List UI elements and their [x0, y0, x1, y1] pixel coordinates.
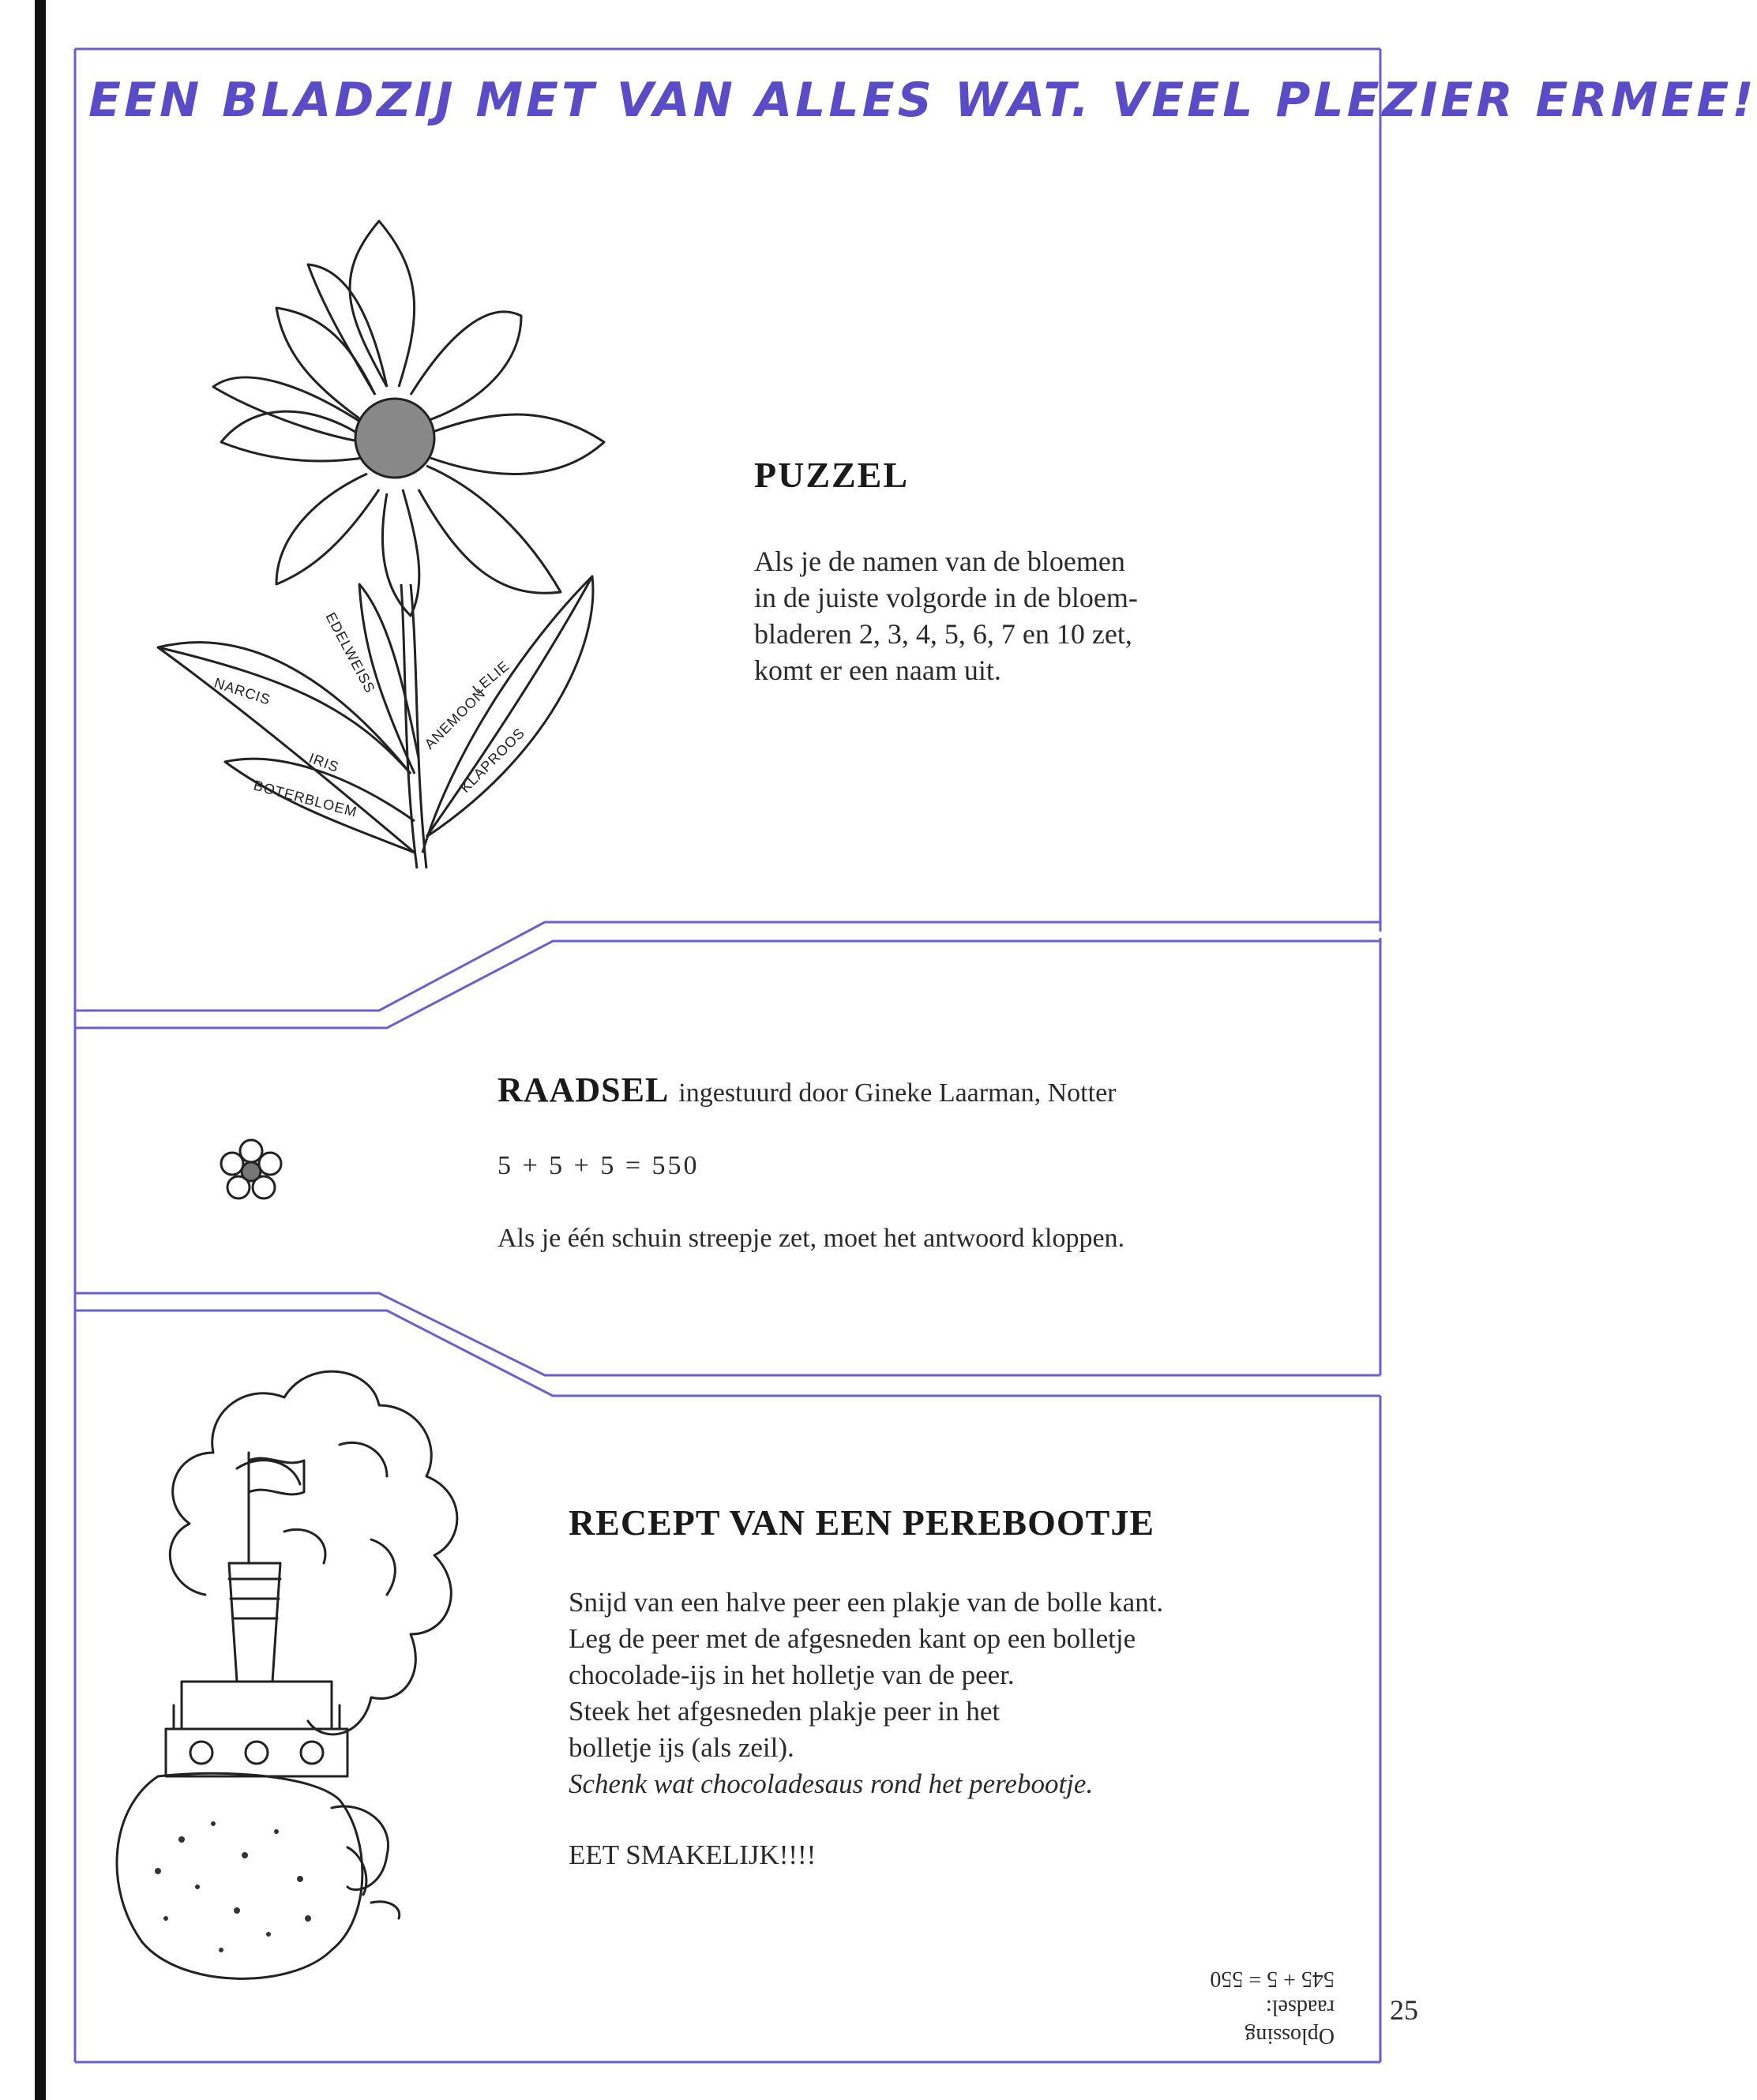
petal — [213, 377, 367, 442]
raadsel-sum: 5 + 5 + 5 = 550 — [497, 1151, 700, 1180]
puzzel-line: in de juiste volgorde in de bloem- — [754, 582, 1138, 613]
petal — [426, 414, 604, 474]
recept-line: Steek het afgesneden plakje peer in het — [569, 1696, 1001, 1727]
flower-label-iris: IRIS — [306, 749, 342, 776]
flower-puzzle-illustration — [150, 205, 640, 884]
recept-line: Leg de peer met de afgesneden kant op een bolletje — [569, 1623, 1136, 1654]
petal — [308, 264, 387, 395]
recept-line: Schenk wat chocoladesaus rond het perebootje. — [569, 1768, 1094, 1799]
raadsel-subtitle: ingestuurd door Gineke Laarman, Notter — [678, 1078, 1117, 1108]
solution-label: Oplossing raadsel: — [1245, 1995, 1335, 2048]
smoke-cloud — [170, 1371, 457, 1734]
raadsel-hint: Als je één schuin streepje zet, moet het antwoord kloppen. — [497, 1224, 1125, 1253]
petal — [411, 312, 521, 422]
raadsel-title: RAADSEL — [497, 1071, 670, 1109]
solution-answer: 545 + 5 = 550 — [1210, 1967, 1335, 1991]
raadsel-heading — [497, 1070, 1117, 1110]
small-flower-icon — [215, 1135, 287, 1208]
flower-center — [355, 399, 434, 478]
recept-heading: RECEPT VAN EEN PEREBOOTJE — [569, 1502, 1155, 1543]
recept-closing: EET SMAKELIJK!!!! — [569, 1839, 817, 1870]
pear-hull — [117, 1773, 362, 1978]
recept-line: Snijd van een halve peer een plakje van de bolle kant. — [569, 1587, 1164, 1618]
puzzel-heading: PUZZEL — [754, 455, 910, 495]
recept-line: bolletje ijs (als zeil). — [569, 1732, 794, 1763]
petal — [276, 474, 379, 584]
boat-funnel — [229, 1563, 280, 1682]
flower-label-klaproos: KLAPROOS — [456, 724, 528, 796]
puzzel-line: bladeren 2, 3, 4, 5, 6, 7 en 10 zet, — [754, 618, 1132, 650]
flower-label-narcis: NARCIS — [212, 674, 273, 708]
puzzel-line: komt er een naam uit. — [754, 654, 1001, 686]
flower-label-edelweiss: EDELWEISS — [322, 609, 379, 696]
puzzel-line: Als je de namen van de bloemen — [754, 546, 1125, 577]
flower-label-boterbloem: BOTERBLOEM — [251, 777, 359, 820]
petal — [221, 411, 363, 461]
flower-label-lelie: LELIE — [469, 658, 512, 698]
page-title: EEN BLADZIJ MET VAN ALLES WAT. VEEL PLEZIER ERMEE! — [88, 73, 1757, 128]
petal — [419, 466, 561, 593]
page-number: 25 — [1390, 1994, 1418, 2026]
pear-boat-illustration — [111, 1334, 505, 1989]
upside-down-solution — [1184, 1964, 1335, 2049]
recept-line: chocolade-ijs in het holletje van de peer. — [569, 1659, 1015, 1690]
puzzel-body — [754, 543, 1244, 688]
flower-label-anemoon: ANEMOON — [421, 684, 489, 752]
